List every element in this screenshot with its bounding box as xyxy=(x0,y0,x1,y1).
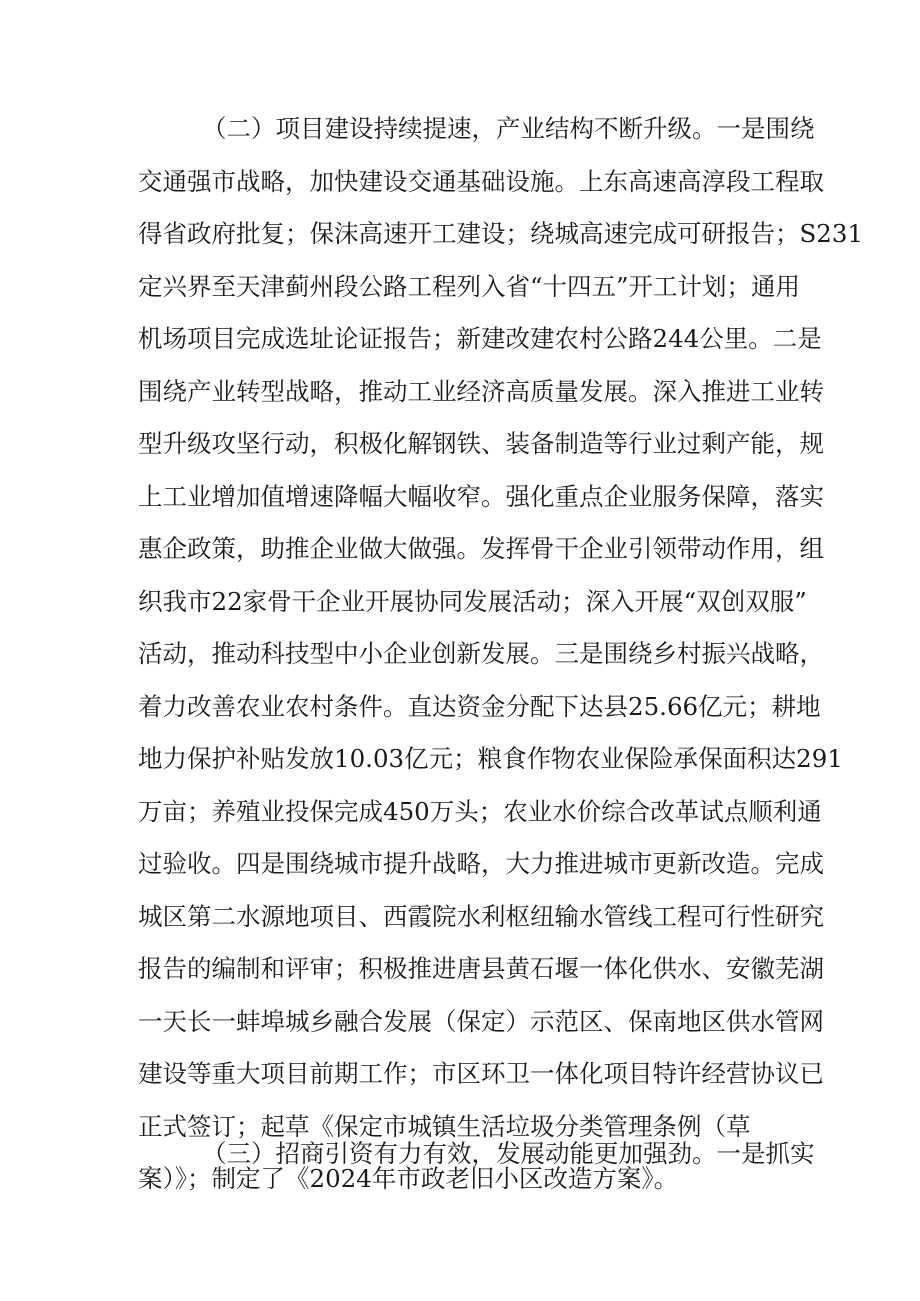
paragraph-line: 报告的编制和评审；积极推进唐县黄石堰一体化供水、安徽芜湖 xyxy=(138,954,824,983)
paragraph-line: 城区第二水源地项目、西霞院水利枢纽输水管线工程可行性研究 xyxy=(138,901,824,931)
paragraph-line: 型升级攻坚行动，积极化解钢铁、装备制造等行业过剩产能，规 xyxy=(138,429,824,458)
paragraph-line: 地力保护补贴发放10.03亿元；粮食作物农业保险承保面积达291 xyxy=(138,744,843,773)
paragraph-line: 活动，推动科技型中小企业创新发展。三是围绕乡村振兴战略， xyxy=(138,639,824,668)
paragraph-line: 案）》；制定了《2024年市政老旧小区改造方案》。 xyxy=(138,1164,679,1193)
paragraph-line: 织我市22家骨干企业开展协同发展活动；深入开展“双创双服” xyxy=(138,586,807,616)
paragraph-line: 万亩；养殖业投保完成450万头；农业水价综合改革试点顺利通 xyxy=(138,796,822,826)
paragraph-line: 围绕产业转型战略，推动工业经济高质量发展。深入推进工业转 xyxy=(138,376,824,406)
paragraph-investment-attraction xyxy=(138,1128,815,1181)
paragraph-project-construction xyxy=(138,103,864,1206)
paragraph-line: 得省政府批复；保沫高速开工建设；绕城高速完成可研报告；S231 xyxy=(138,219,864,248)
paragraph-line: 建设等重大项目前期工作；市区环卫一体化项目特许经营协议已 xyxy=(138,1059,824,1088)
paragraph-line: （二）项目建设持续提速，产业结构不断升级。一是围绕 xyxy=(202,114,815,143)
paragraph-line: 过验收。四是围绕城市提升战略，大力推进城市更新改造。完成 xyxy=(138,849,824,878)
paragraph-line: 上工业增加值增速降幅大幅收窄。强化重点企业服务保障，落实 xyxy=(138,481,824,511)
paragraph-line: 正式签订；起草《保定市城镇生活垃圾分类管理条例（草 xyxy=(138,1111,751,1141)
paragraph-line: 一天长一蚌埠城乡融合发展（保定）示范区、保南地区供水管网 xyxy=(138,1006,824,1036)
paragraph-line: 交通强市战略，加快建设交通基础设施。上东高速高淳段工程取 xyxy=(138,166,824,196)
paragraph-line: 着力改善农业农村条件。直达资金分配下达县25.66亿元；耕地 xyxy=(138,691,821,721)
paragraph-line: 定兴界至天津蓟州段公路工程列入省“十四五”开工计划；通用 xyxy=(138,271,801,301)
paragraph-line: 机场项目完成选址论证报告；新建改建农村公路244公里。二是 xyxy=(138,324,822,353)
paragraph-line: （三）招商引资有力有效，发展动能更加强劲。一是抓实 xyxy=(202,1139,815,1168)
paragraph-line: 惠企政策，助推企业做大做强。发挥骨干企业引领带动作用，组 xyxy=(138,534,824,563)
